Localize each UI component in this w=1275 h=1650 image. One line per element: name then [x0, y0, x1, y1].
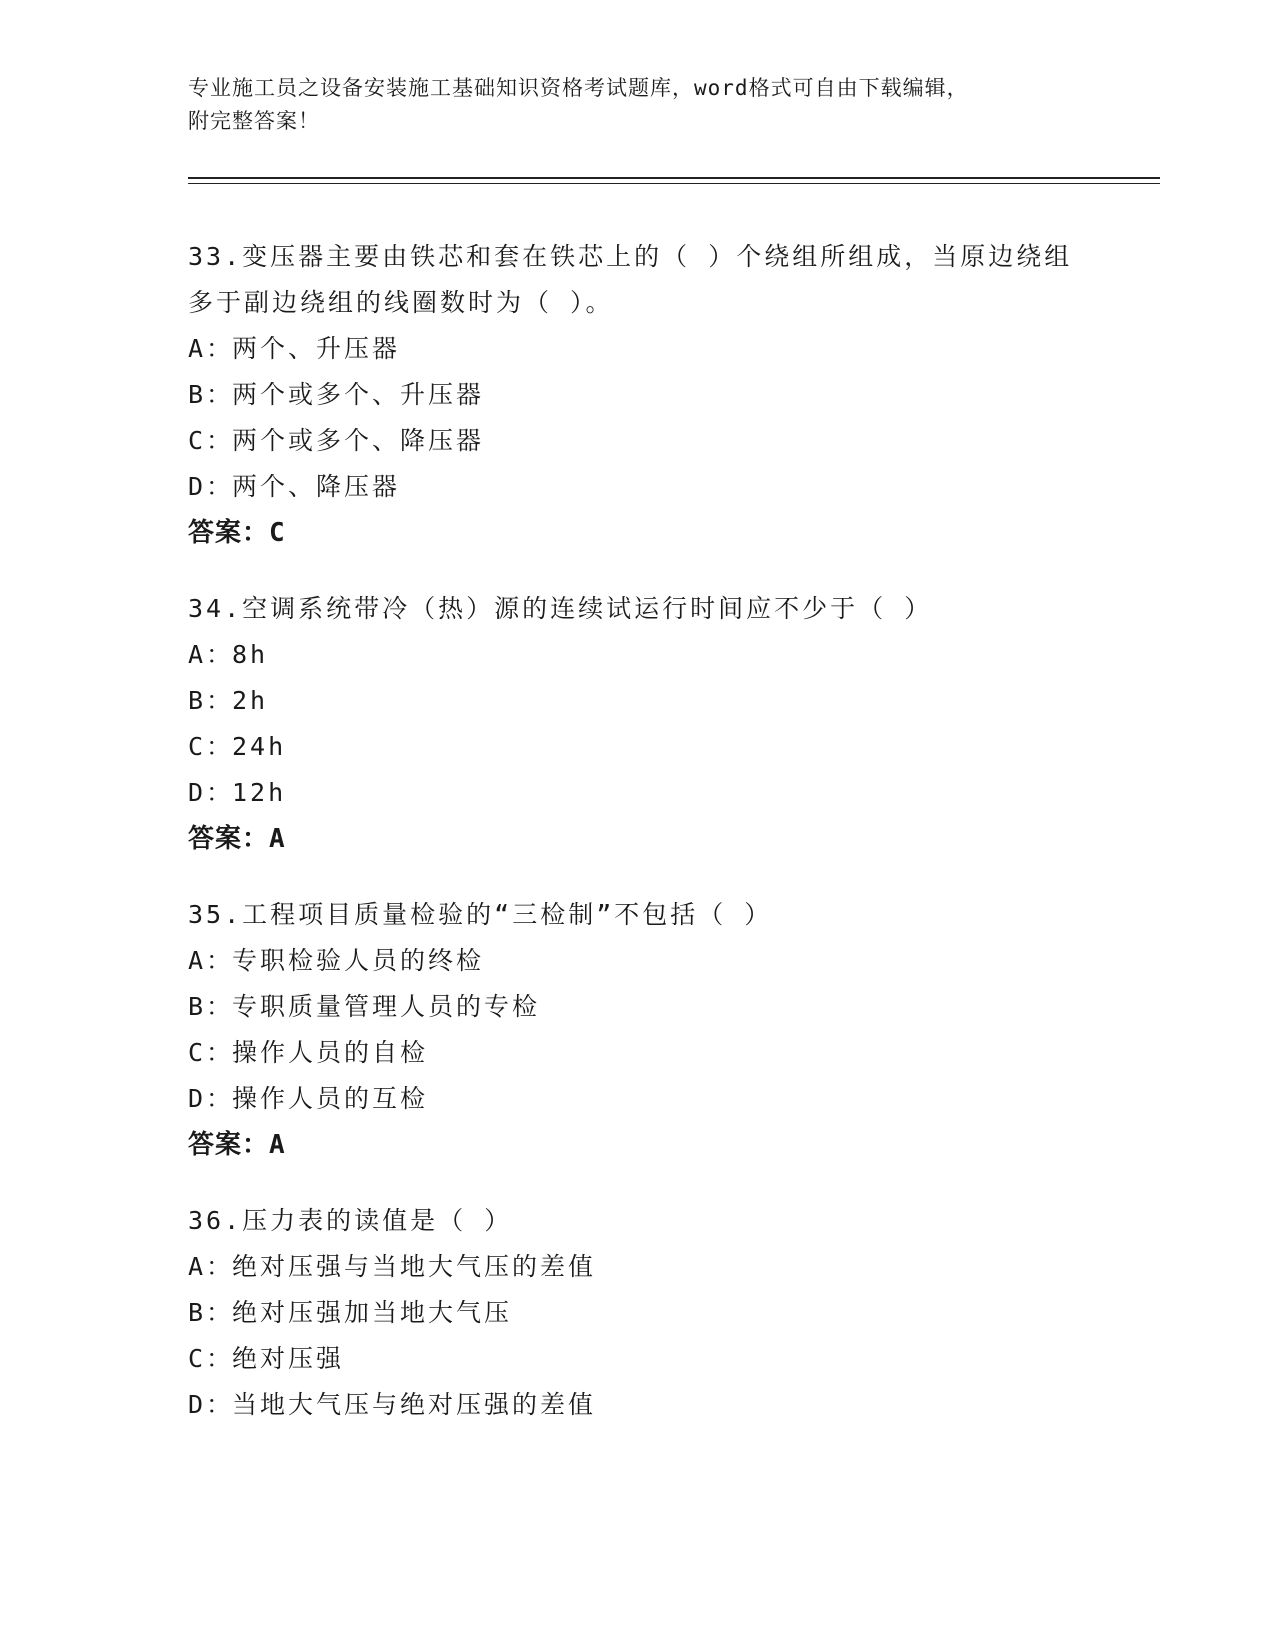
option-text: 绝对压强 — [232, 1344, 345, 1373]
option-text: 当地大气压与绝对压强的差值 — [232, 1390, 597, 1419]
question-text: 35.工程项目质量检验的“三检制”不包括（ ） — [188, 900, 773, 929]
question-36 — [188, 1198, 1088, 1428]
option-text: 操作人员的自检 — [232, 1038, 429, 1067]
option-text: 2h — [232, 686, 269, 715]
option-a — [188, 1244, 1088, 1290]
option-a — [188, 326, 1088, 372]
option-key: D： — [188, 1084, 235, 1113]
option-key: B： — [188, 992, 235, 1021]
question-33 — [188, 234, 1088, 556]
header-divider-thick — [188, 177, 1160, 179]
question-list — [188, 234, 1088, 1458]
option-a — [188, 938, 1088, 984]
option-text: 两个、降压器 — [232, 472, 401, 501]
question-34 — [188, 586, 1088, 862]
option-key: B： — [188, 686, 235, 715]
option-key: A： — [188, 640, 235, 669]
option-key: C： — [188, 1038, 235, 1067]
option-key: A： — [188, 1252, 235, 1281]
option-key: C： — [188, 732, 235, 761]
option-key: D： — [188, 778, 235, 807]
question-text: 36.压力表的读值是（ ） — [188, 1206, 513, 1235]
answer: 答案：C — [188, 518, 286, 548]
option-key: A： — [188, 334, 235, 363]
option-text: 两个、升压器 — [232, 334, 401, 363]
option-d — [188, 1382, 1088, 1428]
option-b — [188, 678, 1088, 724]
question-text: 34.空调系统带冷（热）源的连续试运行时间应不少于（ ） — [188, 594, 933, 623]
option-text: 两个或多个、升压器 — [232, 380, 485, 409]
option-key: B： — [188, 1298, 235, 1327]
option-text: 绝对压强加当地大气压 — [232, 1298, 513, 1327]
option-text: 操作人员的互检 — [232, 1084, 429, 1113]
option-c — [188, 418, 1088, 464]
option-c — [188, 1030, 1088, 1076]
option-a — [188, 632, 1088, 678]
header-line-1: 专业施工员之设备安装施工基础知识资格考试题库，word格式可自由下载编辑， — [188, 76, 969, 100]
option-key: C： — [188, 426, 235, 455]
option-d — [188, 770, 1088, 816]
answer: 答案：A — [188, 824, 286, 854]
option-text: 24h — [232, 732, 287, 761]
answer: 答案：A — [188, 1130, 286, 1160]
question-35 — [188, 892, 1088, 1168]
option-text: 专职质量管理人员的专检 — [232, 992, 541, 1021]
option-key: B： — [188, 380, 235, 409]
header-line-2: 附完整答案！ — [188, 109, 320, 133]
option-key: D： — [188, 472, 235, 501]
option-text: 两个或多个、降压器 — [232, 426, 485, 455]
option-b — [188, 372, 1088, 418]
option-c — [188, 724, 1088, 770]
option-text: 12h — [232, 778, 287, 807]
option-d — [188, 464, 1088, 510]
document-header — [188, 72, 1088, 138]
option-b — [188, 1290, 1088, 1336]
option-d — [188, 1076, 1088, 1122]
option-text: 专职检验人员的终检 — [232, 946, 485, 975]
option-text: 8h — [232, 640, 269, 669]
header-divider-thin — [188, 183, 1160, 184]
option-key: D： — [188, 1390, 235, 1419]
option-key: A： — [188, 946, 235, 975]
question-text: 33.变压器主要由铁芯和套在铁芯上的（ ）个绕组所组成，当原边绕组多于副边绕组的线圈数时为（ ）。 — [188, 242, 1073, 317]
option-key: C： — [188, 1344, 235, 1373]
option-b — [188, 984, 1088, 1030]
option-text: 绝对压强与当地大气压的差值 — [232, 1252, 597, 1281]
option-c — [188, 1336, 1088, 1382]
